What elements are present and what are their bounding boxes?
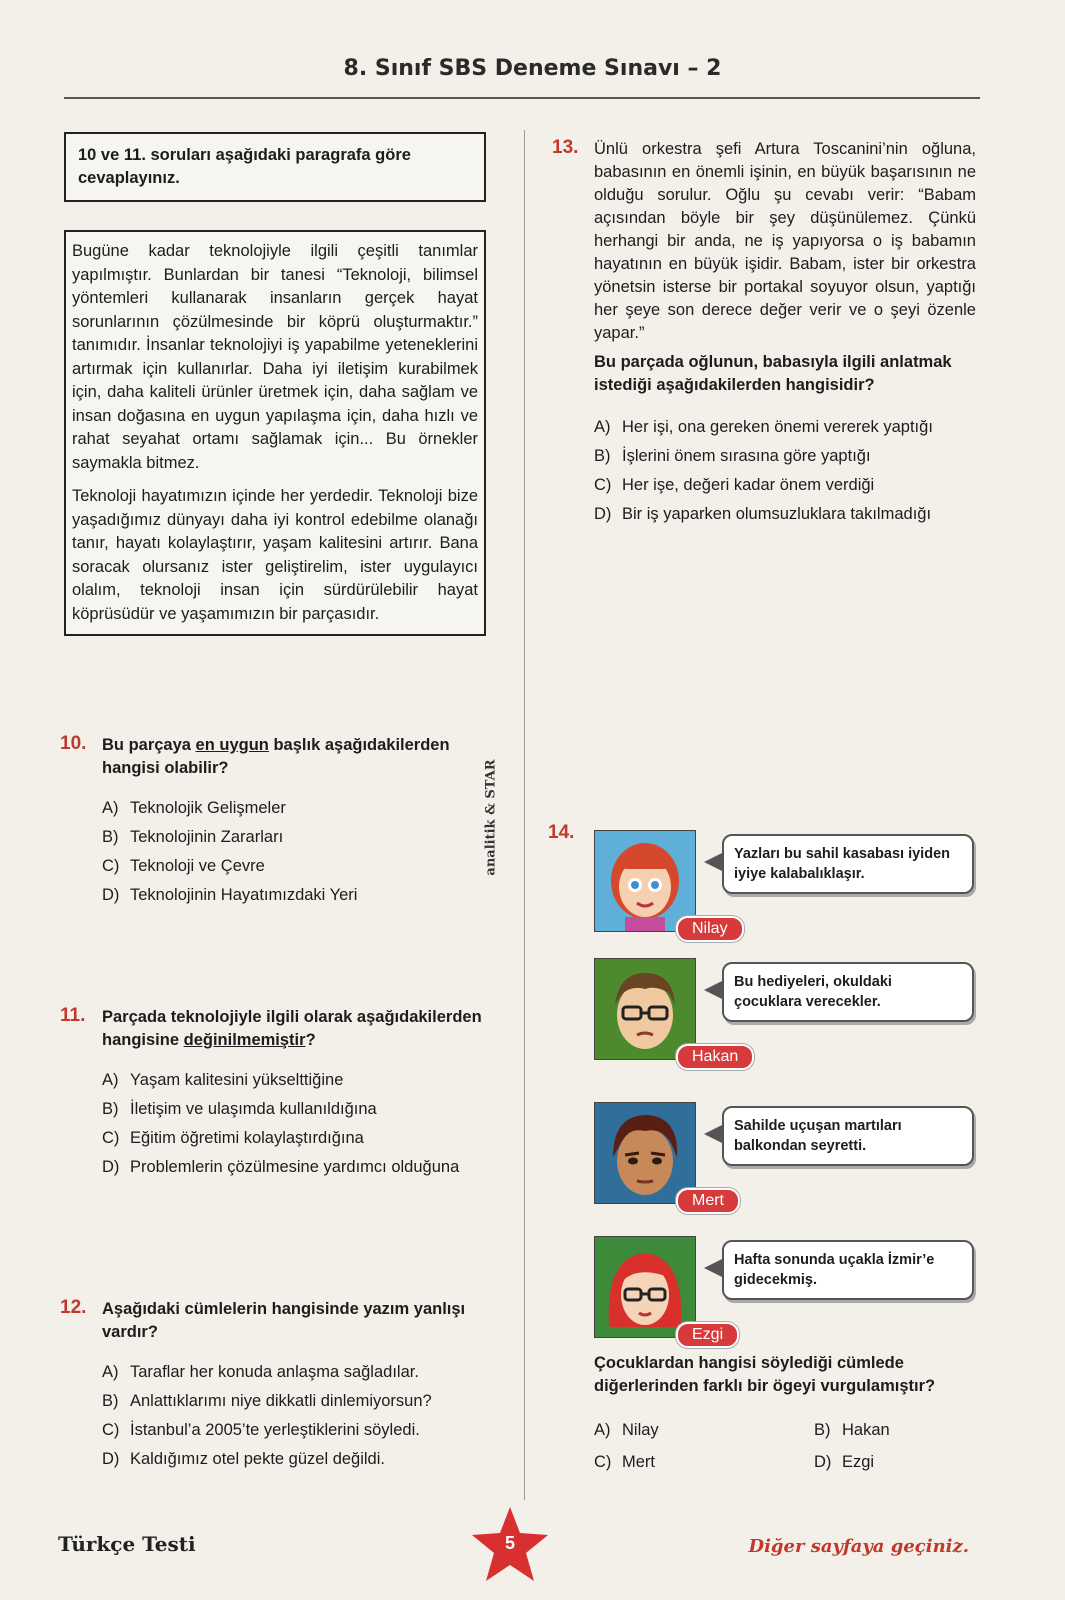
question-stem	[102, 734, 484, 780]
option-b[interactable]	[814, 1414, 994, 1446]
speech-bubble-tail	[704, 1258, 724, 1278]
question-13	[552, 137, 976, 529]
option-text: Nilay	[622, 1421, 659, 1439]
stem-underlined: değinilmemiştir	[183, 1031, 306, 1049]
option-text: Teknolojik Gelişmeler	[130, 799, 286, 817]
mert-face-icon	[595, 1103, 695, 1203]
option-text: Her işe, değeri kadar önem verdiği	[622, 476, 875, 494]
options-grid	[594, 1414, 976, 1478]
speech-bubble-tail	[704, 980, 724, 1000]
option-b[interactable]	[102, 823, 484, 852]
stem-part: başlık aşağıdakilerden hangisi olabilir?	[102, 736, 450, 777]
option-c[interactable]	[102, 852, 484, 881]
character-name-badge: Nilay	[676, 916, 744, 942]
question-10	[60, 733, 484, 910]
speech-bubble-tail	[704, 1124, 724, 1144]
character-name-badge: Mert	[676, 1188, 740, 1214]
page-number-star	[470, 1505, 550, 1585]
question-stem: Aşağıdaki cümlelerin hangisinde yazım yanlışı vardır?	[102, 1300, 466, 1341]
option-letter: B)	[594, 447, 611, 465]
stem-part: ?	[305, 1031, 316, 1049]
instruction-text: 10 ve 11. soruları aşağıdaki paragrafa göre cevaplayınız.	[78, 146, 411, 187]
option-b[interactable]	[102, 1095, 484, 1124]
option-a[interactable]	[102, 1066, 484, 1095]
option-a[interactable]	[102, 1358, 484, 1387]
option-text: Her işi, ona gereken önemi vererek yaptığı	[622, 418, 933, 436]
option-text: Hakan	[842, 1421, 890, 1439]
option-b[interactable]	[102, 1387, 484, 1416]
page-title: 8. Sınıf SBS Deneme Sınavı – 2	[343, 56, 722, 81]
option-a[interactable]	[594, 1414, 814, 1446]
character-nilay	[594, 830, 954, 940]
option-c[interactable]	[594, 471, 976, 500]
options-list	[102, 1066, 484, 1179]
sidebar-brand	[483, 720, 529, 920]
option-d[interactable]	[102, 1445, 484, 1474]
option-text: Anlattıklarımı niye dikkatli dinlemiyorsun?	[130, 1392, 432, 1410]
options-list	[102, 794, 484, 910]
option-text: İstanbul’a 2005’te yerleştiklerini söyledi.	[130, 1421, 420, 1439]
option-c[interactable]	[102, 1416, 484, 1445]
option-letter: B)	[102, 1100, 119, 1118]
option-text: İletişim ve ulaşımda kullanıldığına	[130, 1100, 377, 1118]
option-text: Eğitim öğretimi kolaylaştırdığına	[130, 1129, 364, 1147]
option-text: Ezgi	[842, 1453, 875, 1471]
option-d[interactable]	[102, 881, 484, 910]
option-letter: A)	[102, 1363, 119, 1381]
option-letter: C)	[102, 1129, 120, 1147]
option-text: Kaldığımız otel pekte güzel değildi.	[130, 1450, 385, 1468]
option-letter: C)	[102, 857, 120, 875]
options-list	[102, 1358, 484, 1474]
option-a[interactable]	[594, 413, 976, 442]
option-letter: A)	[102, 1071, 119, 1089]
speech-bubble-tail	[704, 852, 724, 872]
option-letter: C)	[102, 1421, 120, 1439]
ezgi-avatar	[594, 1236, 696, 1338]
option-b[interactable]	[594, 442, 976, 471]
speech-bubble: Hafta sonunda uçakla İzmir’e gidecekmiş.	[722, 1240, 974, 1300]
option-letter: A)	[594, 418, 611, 436]
option-text: Teknolojinin Hayatımızdaki Yeri	[130, 886, 358, 904]
option-letter: D)	[102, 1158, 120, 1176]
option-text: Problemlerin çözülmesine yardımcı olduğuna	[130, 1158, 460, 1176]
question-stem: Bu parçada oğlunun, babasıyla ilgili anlatmak istediği aşağıdakilerden hangisidir?	[594, 353, 952, 394]
passage-paragraph-1: Bugüne kadar teknolojiyle ilgili çeşitli tanımlar yapılmıştır. Bunlardan bir tanesi “Teknoloji, bilimsel yöntemleri kullanarak insanların gerçek hayat sorunlarının çözülmesinde bir köprü oluşturmaktır.” tanımıdır. İnsanlar teknolojiyi iş yapabilme yeteneklerini artırmak için kullanırlar. Daha iyi iletişim kurabilmek için, daha kaliteli ürünler üretmek için, daha sağlam ve insan doğasına en uygun yapılaşma için, daha hızlı ve rahat seyahat ortamı sağlamak için... Bu örnekler saymakla bitmez.	[72, 242, 478, 472]
stem-part: Parçada teknolojiyle ilgili olarak aşağıdakilerden hangisine	[102, 1008, 482, 1049]
nilay-avatar	[594, 830, 696, 932]
option-letter: D)	[814, 1453, 832, 1471]
question-number: 10.	[60, 733, 87, 754]
option-d[interactable]	[102, 1153, 484, 1179]
option-letter: C)	[594, 1453, 612, 1471]
options-list	[594, 413, 976, 529]
option-letter: A)	[594, 1421, 611, 1439]
option-text: Yaşam kalitesini yükselttiğine	[130, 1071, 344, 1089]
option-letter: B)	[102, 828, 119, 846]
speech-bubble: Sahilde uçuşan martıları balkondan seyretti.	[722, 1106, 974, 1166]
option-text: Taraflar her konuda anlaşma sağladılar.	[130, 1363, 419, 1381]
option-letter: B)	[102, 1392, 119, 1410]
question-14	[556, 1352, 976, 1478]
footer-next-page: Diğer sayfaya geçiniz.	[748, 1536, 969, 1557]
question-number: 11.	[60, 1005, 86, 1026]
character-mert	[594, 1102, 954, 1212]
footer-test-name: Türkçe Testi	[58, 1532, 196, 1556]
option-text: Bir iş yaparken olumsuzluklara takılmadığı	[622, 505, 932, 523]
question-14-number: 14.	[548, 822, 575, 843]
question-stem: Çocuklardan hangisi söylediği cümlede diğerlerinden farklı bir ögeyi vurgulamıştır?	[594, 1354, 936, 1395]
option-letter: D)	[102, 1450, 120, 1468]
character-ezgi	[594, 1236, 954, 1346]
option-letter: D)	[102, 886, 120, 904]
option-text: Teknoloji ve Çevre	[130, 857, 265, 875]
option-letter: B)	[814, 1421, 831, 1439]
nilay-face-icon	[595, 831, 695, 931]
option-letter: C)	[594, 476, 612, 494]
question-stem	[102, 1006, 484, 1052]
option-c[interactable]	[594, 1446, 814, 1478]
left-column	[64, 132, 486, 636]
option-text: Teknolojinin Zararları	[130, 828, 284, 846]
speech-bubble: Yazları bu sahil kasabası iyiden iyiye kalabalıklaşır.	[722, 834, 974, 894]
character-hakan	[594, 958, 954, 1068]
option-a[interactable]	[102, 794, 484, 823]
stem-underlined: en uygun	[195, 736, 269, 754]
speech-bubble: Bu hediyeleri, okuldaki çocuklara verecekler.	[722, 962, 974, 1022]
option-d[interactable]	[814, 1446, 994, 1478]
option-text: Mert	[622, 1453, 655, 1471]
character-name-badge: Ezgi	[676, 1322, 739, 1348]
question-12	[60, 1297, 484, 1474]
option-c[interactable]	[102, 1124, 484, 1153]
option-text: İşlerini önem sırasına göre yaptığı	[622, 447, 871, 465]
option-letter: A)	[102, 799, 119, 817]
mert-avatar	[594, 1102, 696, 1204]
hakan-face-icon	[595, 959, 695, 1059]
ezgi-face-icon	[595, 1237, 695, 1337]
stem-part: Bu parçaya	[102, 736, 196, 754]
character-name-badge: Hakan	[676, 1044, 754, 1070]
title-divider	[64, 97, 980, 99]
sidebar-brand-text: analitik & STAR	[483, 759, 499, 876]
option-letter: D)	[594, 505, 612, 523]
option-d[interactable]	[594, 500, 976, 529]
question-number: 12.	[60, 1297, 87, 1318]
page-number: 5	[504, 1533, 515, 1553]
question-number: 13.	[552, 137, 579, 158]
instruction-box	[64, 132, 486, 202]
question-passage: Ünlü orkestra şefi Artura Toscanini’nin oğluna, babasının en önemli işinin, en büyük başarısının ne olduğu sorulur. Oğlu şu cevabı verir: “Babam açısından böyle bir şey düşünülemez. Çünkü herhangi bir anda, ne iş yapıyorsa o iş babamın hayatının en büyük işidir. Babam, ister bir orkestra yönetsin isterse bir portakal soyuyor olsun, yaptığı her şeye son derece değer verir ve o şeyi özenle yapar.”	[594, 140, 976, 342]
question-11	[60, 1005, 484, 1179]
passage-paragraph-2: Teknoloji hayatımızın içinde her yerdedir. Teknoloji bize yaşadığımız dünyayı daha iyi kontrol edebilme olanağı tanır, hayatı kolaylaştırır, yaşam kalitesini artırır. Bana soracak olursanız ister geliştirelim, ister uygulayıcı olalım, teknoloji insan için sürdürülebilir hayat köprüsüdür ve yaşamımızın bir parçasıdır.	[72, 487, 478, 623]
hakan-avatar	[594, 958, 696, 1060]
reading-passage	[64, 230, 486, 636]
